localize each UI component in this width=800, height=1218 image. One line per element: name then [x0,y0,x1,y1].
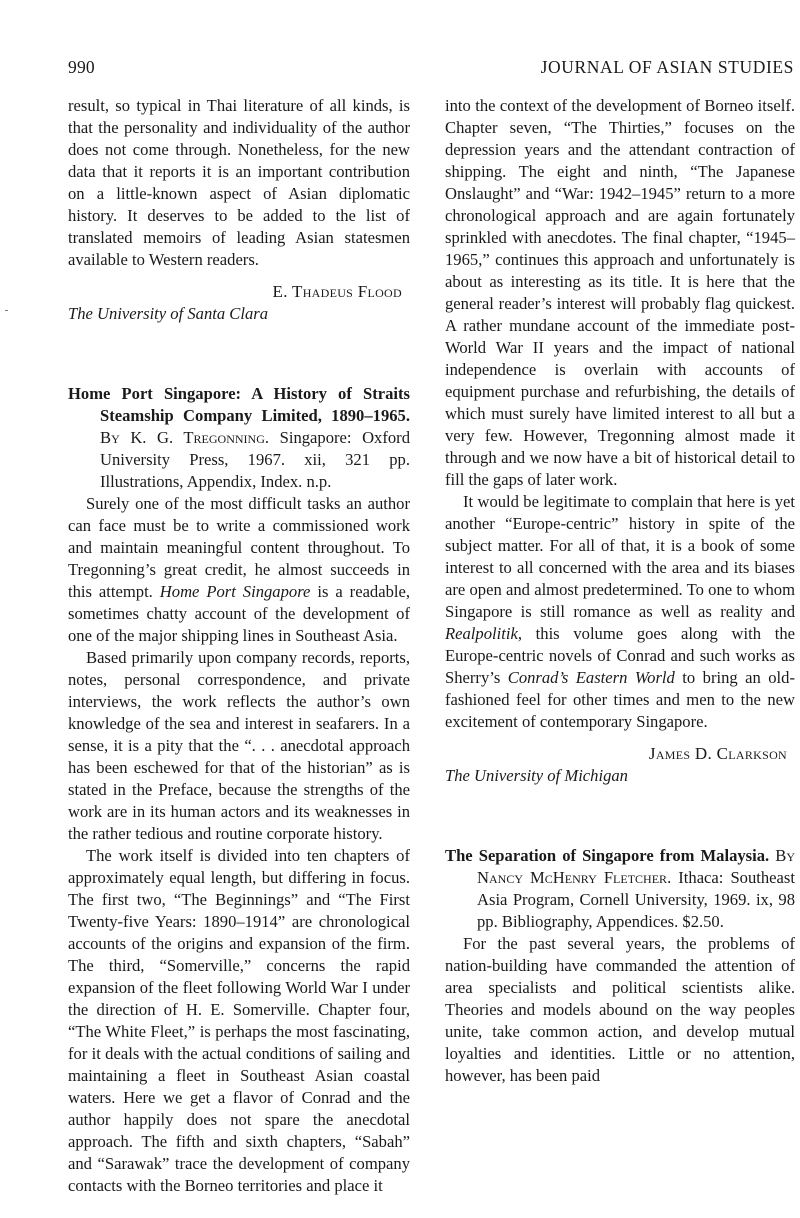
margin-mark [5,310,8,311]
continuation-paragraph: result, so typical in Thai literature of all kinds, is that the personality and individuality of the author does not come through. Nonetheless, for the new data that it reports it is an important contribution on a little-known aspect of Asian diplomatic history. It deserves to be added to the list of translated memoirs of leading Asian statesmen available to Western readers. [68,96,410,269]
review-2-bibliographic-entry [445,845,795,933]
left-column [68,95,410,1197]
review-1-paragraph-3: The work itself is divided into ten chapters of approximately equal length, but differing in focus. The first two, “The Beginnings” and “The First Twenty-five Years: 1890–1914” are chronological accounts of the origins and expansion of the firm. The third, “Somerville,” concerns the rapid expansion of the fleet following World War I under the direction of H. E. Somerville. Chapter four, “The White Fleet,” is perhaps the most fascinating, for it deals with the actual conditions of sailing and maintaining a fleet in Southeast Asian coastal waters. Here we get a flavor of Conrad and the author happily does not spare the anecdotal approach. The fifth and sixth chapters, “Sabah” and “Sarawak” trace the development of company contacts with the Borneo territories and place it [68,846,410,1195]
review-1-bibliographic-entry [68,383,410,493]
book-title-italic: Home Port Singapore [159,582,311,601]
running-head [68,57,794,78]
review-2-publication: . Ithaca: Southeast Asia Program, Cornell University, 1969. ix, 98 pp. Bibliography, Appendices. $2.50. [477,868,795,931]
review-1-book-title: Home Port Singapore: A History of Straits Steamship Company Limited, 1890–1965. [68,384,410,425]
italic-term-realpolitik: Realpolitik [445,624,518,643]
italic-book-title: Conrad’s Eastern World [507,668,675,687]
page-number: 990 [68,57,95,77]
review-1-affiliation: The University of Michigan [445,766,628,785]
review-2-by-label: By [775,846,795,865]
prior-review-signature: E. Thadeus Flood [272,282,402,301]
review-1-signature: James D. Clarkson [648,744,787,763]
prior-review-affiliation: The University of Santa Clara [68,304,269,323]
right-column [445,95,795,1087]
review-2-paragraph-1: For the past several years, the problems of nation-building have commanded the attention of area specialists and political scientists alike. Theories and models abound on the way peoples unite, take common action, and develop mutual loyalties and identities. Little or no attention, however, has been paid [445,934,795,1085]
review-1-author: K. G. Tregonning [130,428,265,447]
review-separator [445,787,795,845]
review-1-paragraph-3-continued: into the context of the development of Borneo itself. Chapter seven, “The Thirties,” focuses on the depression years and the attendant contraction of shipping. The eight and ninth, “The Japanese Onslaught” and “War: 1942–1945” return to a more chronological approach and are again fortunately sprinkled with anecdotes. The final chapter, “1945–1965,” continues this approach and unfortunately is about as interesting as its title. It is here that the general reader’s interest will probably flag quickest. A rather mundane account of the immediate post-World War II years and the impact of national independence is overlain with accounts of equipment purchase and refurbishing, the details of which must surely have limited interest to all but a very few. However, Tregonning almost made it through and we now have a bit of historical detail to fill the gaps of later work. [445,96,795,489]
review-2-book-title: The Separation of Singapore from Malaysia. [445,846,770,865]
review-1-paragraph-1: Surely one of the most difficult tasks an author can face must be to write a commissioned work and maintain meaningful content throughout. To Tregonning’s great credit, he almost succeeds in this attempt. Home Port Singapore is a readable, sometimes chatty account of the development of one of the major shipping lines in Southeast Asia. [68,494,411,645]
review-1-by-label: By [100,428,120,447]
review-1-paragraph-4: It would be legitimate to complain that here is yet another “Europe-centric” history in spite of the subject matter. For all of that, it is a book of some interest to all concerned with the area and its biases are open and almost predetermined. To one to whom Singapore is still romance as well as reality and Realpolitik, this volume goes along with the Europe-centric novels of Conrad and such works as Sherry’s Conrad’s Eastern World to bring an old-fashioned feel for other times and men to the new excitement of contemporary Singapore. [445,492,795,731]
review-1-paragraph-2: Based primarily upon company records, reports, notes, personal correspondence, and private interviews, the work reflects the author’s own knowledge of the sea and interest in seafarers. In a sense, it is a pity that the “. . . anecdotal approach has been eschewed for that of the historian” as is stated in the Preface, because the strengths of the work are in its human actors and its weaknesses in the rather tedious and routine corporate history. [68,648,410,843]
review-2-author: Nancy McHenry Fletcher [477,868,668,887]
review-1-publication: . Singapore: Oxford University Press, 1967. xii, 321 pp. Illustrations, Appendix, Index. n.p. [100,428,410,491]
journal-title: JOURNAL OF ASIAN STUDIES [540,57,794,77]
review-separator [68,325,410,383]
